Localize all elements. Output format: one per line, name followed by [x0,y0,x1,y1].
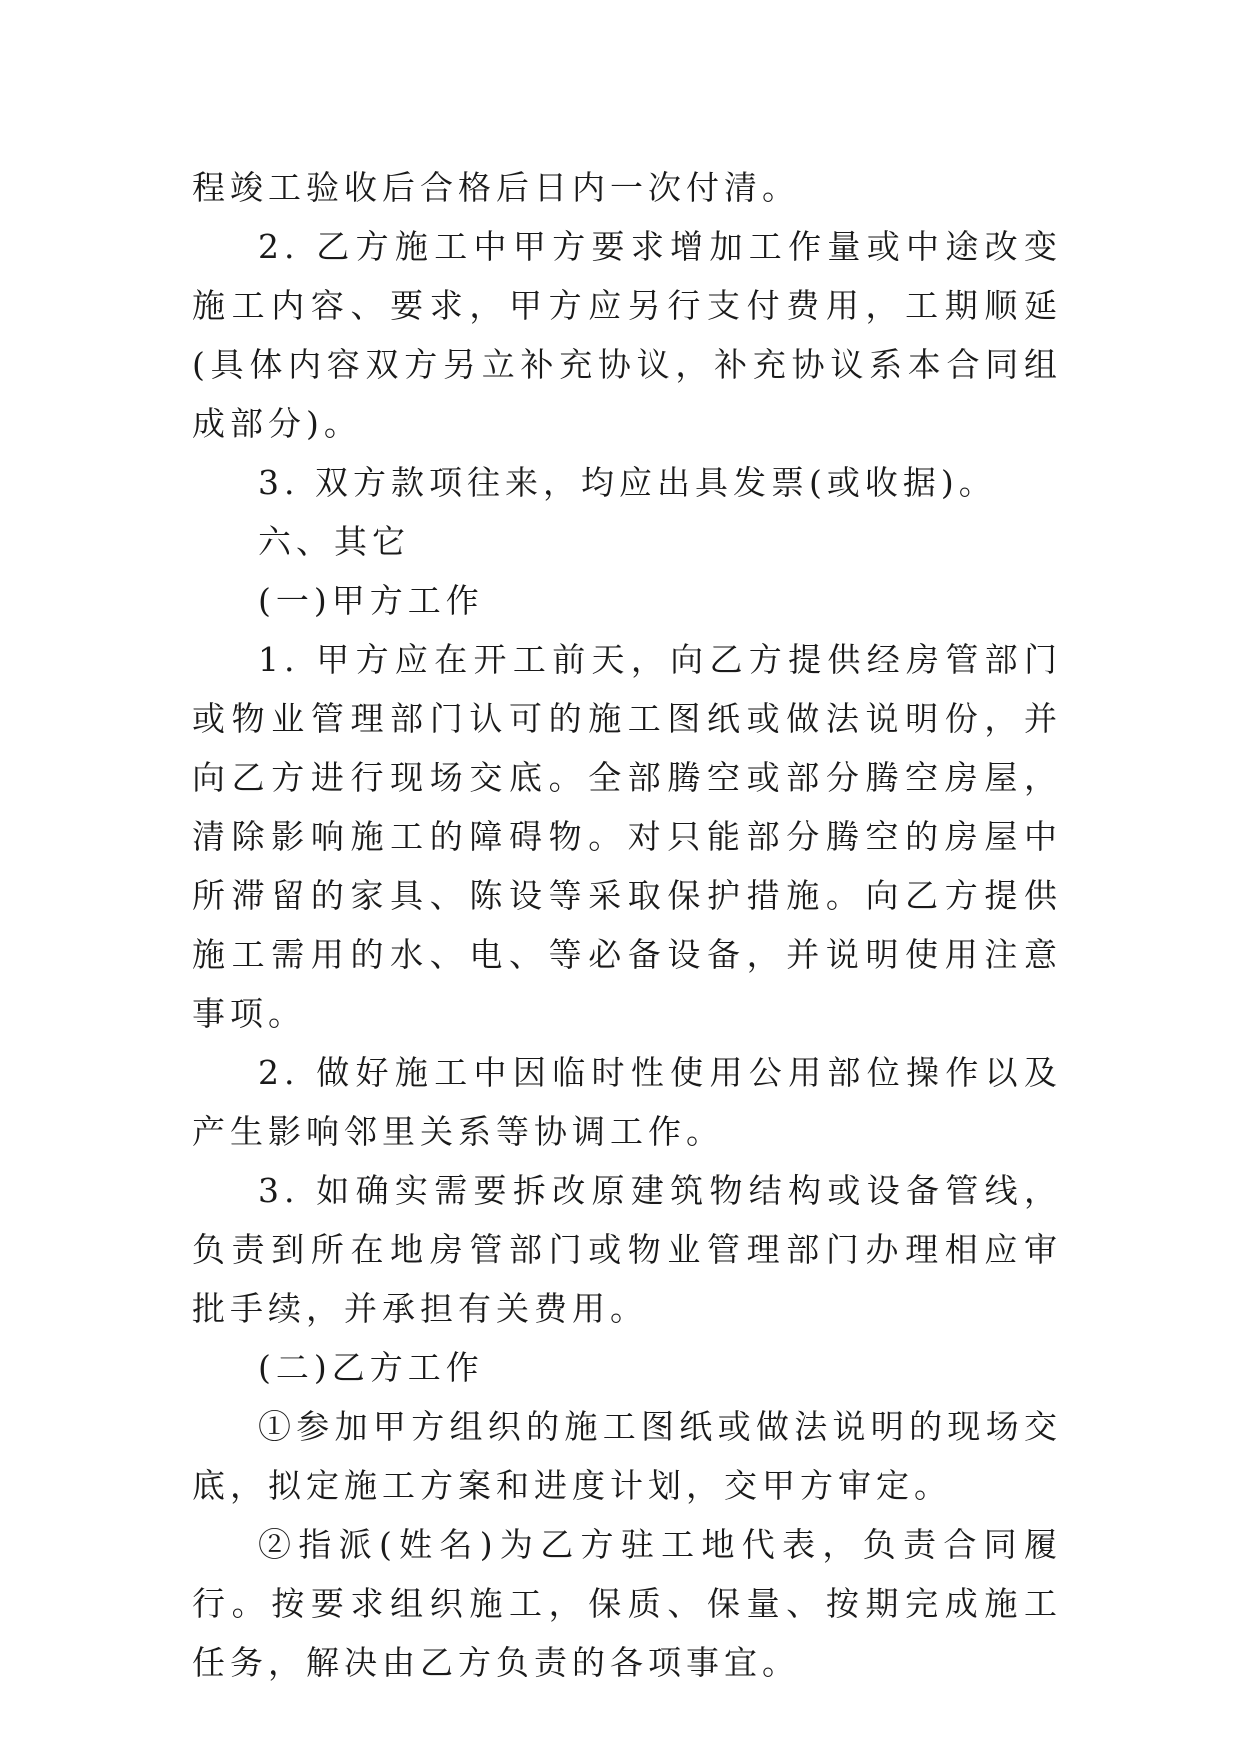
paragraph-party-a-item-2: 2. 做好施工中因临时性使用公用部位操作以及产生影响邻里关系等协调工作。 [192,1053,1062,1151]
paragraph-clause-3-invoice: 3. 双方款项往来，均应出具发票(或收据)。 [258,463,997,502]
subsection-heading-party-a: (一)甲方工作 [258,581,484,620]
section-heading-other: 六、其它 [258,522,410,561]
paragraph-payment-tail: 程竣工验收后合格后日内一次付清。 [192,168,800,207]
paragraph-party-b-item-1: ①参加甲方组织的施工图纸或做法说明的现场交底，拟定施工方案和进度计划，交甲方审定。 [192,1407,1062,1505]
paragraph-party-a-item-1: 1. 甲方应在开工前天，向乙方提供经房管部门或物业管理部门认可的施工图纸或做法说明份，并向乙方进行现场交底。全部腾空或部分腾空房屋，清除影响施工的障碍物。对只能部分腾空的房屋中所滞留的家具、陈设等采取保护措施。向乙方提供施工需用的水、电、等必备设备，并说明使用注意事项。 [192,640,1062,1033]
document-body [192,158,1062,1692]
subsection-heading-party-b: (二)乙方工作 [258,1348,484,1387]
paragraph-party-a-item-3: 3. 如确实需要拆改原建筑物结构或设备管线，负责到所在地房管部门或物业管理部门办理相应审批手续，并承担有关费用。 [192,1171,1062,1328]
paragraph-clause-2-extra-work: 2. 乙方施工中甲方要求增加工作量或中途改变施工内容、要求，甲方应另行支付费用，工期顺延(具体内容双方另立补充协议，补充协议系本合同组成部分)。 [192,227,1062,443]
paragraph-party-b-item-2: ②指派(姓名)为乙方驻工地代表，负责合同履行。按要求组织施工，保质、保量、按期完成施工任务，解决由乙方负责的各项事宜。 [192,1525,1062,1682]
